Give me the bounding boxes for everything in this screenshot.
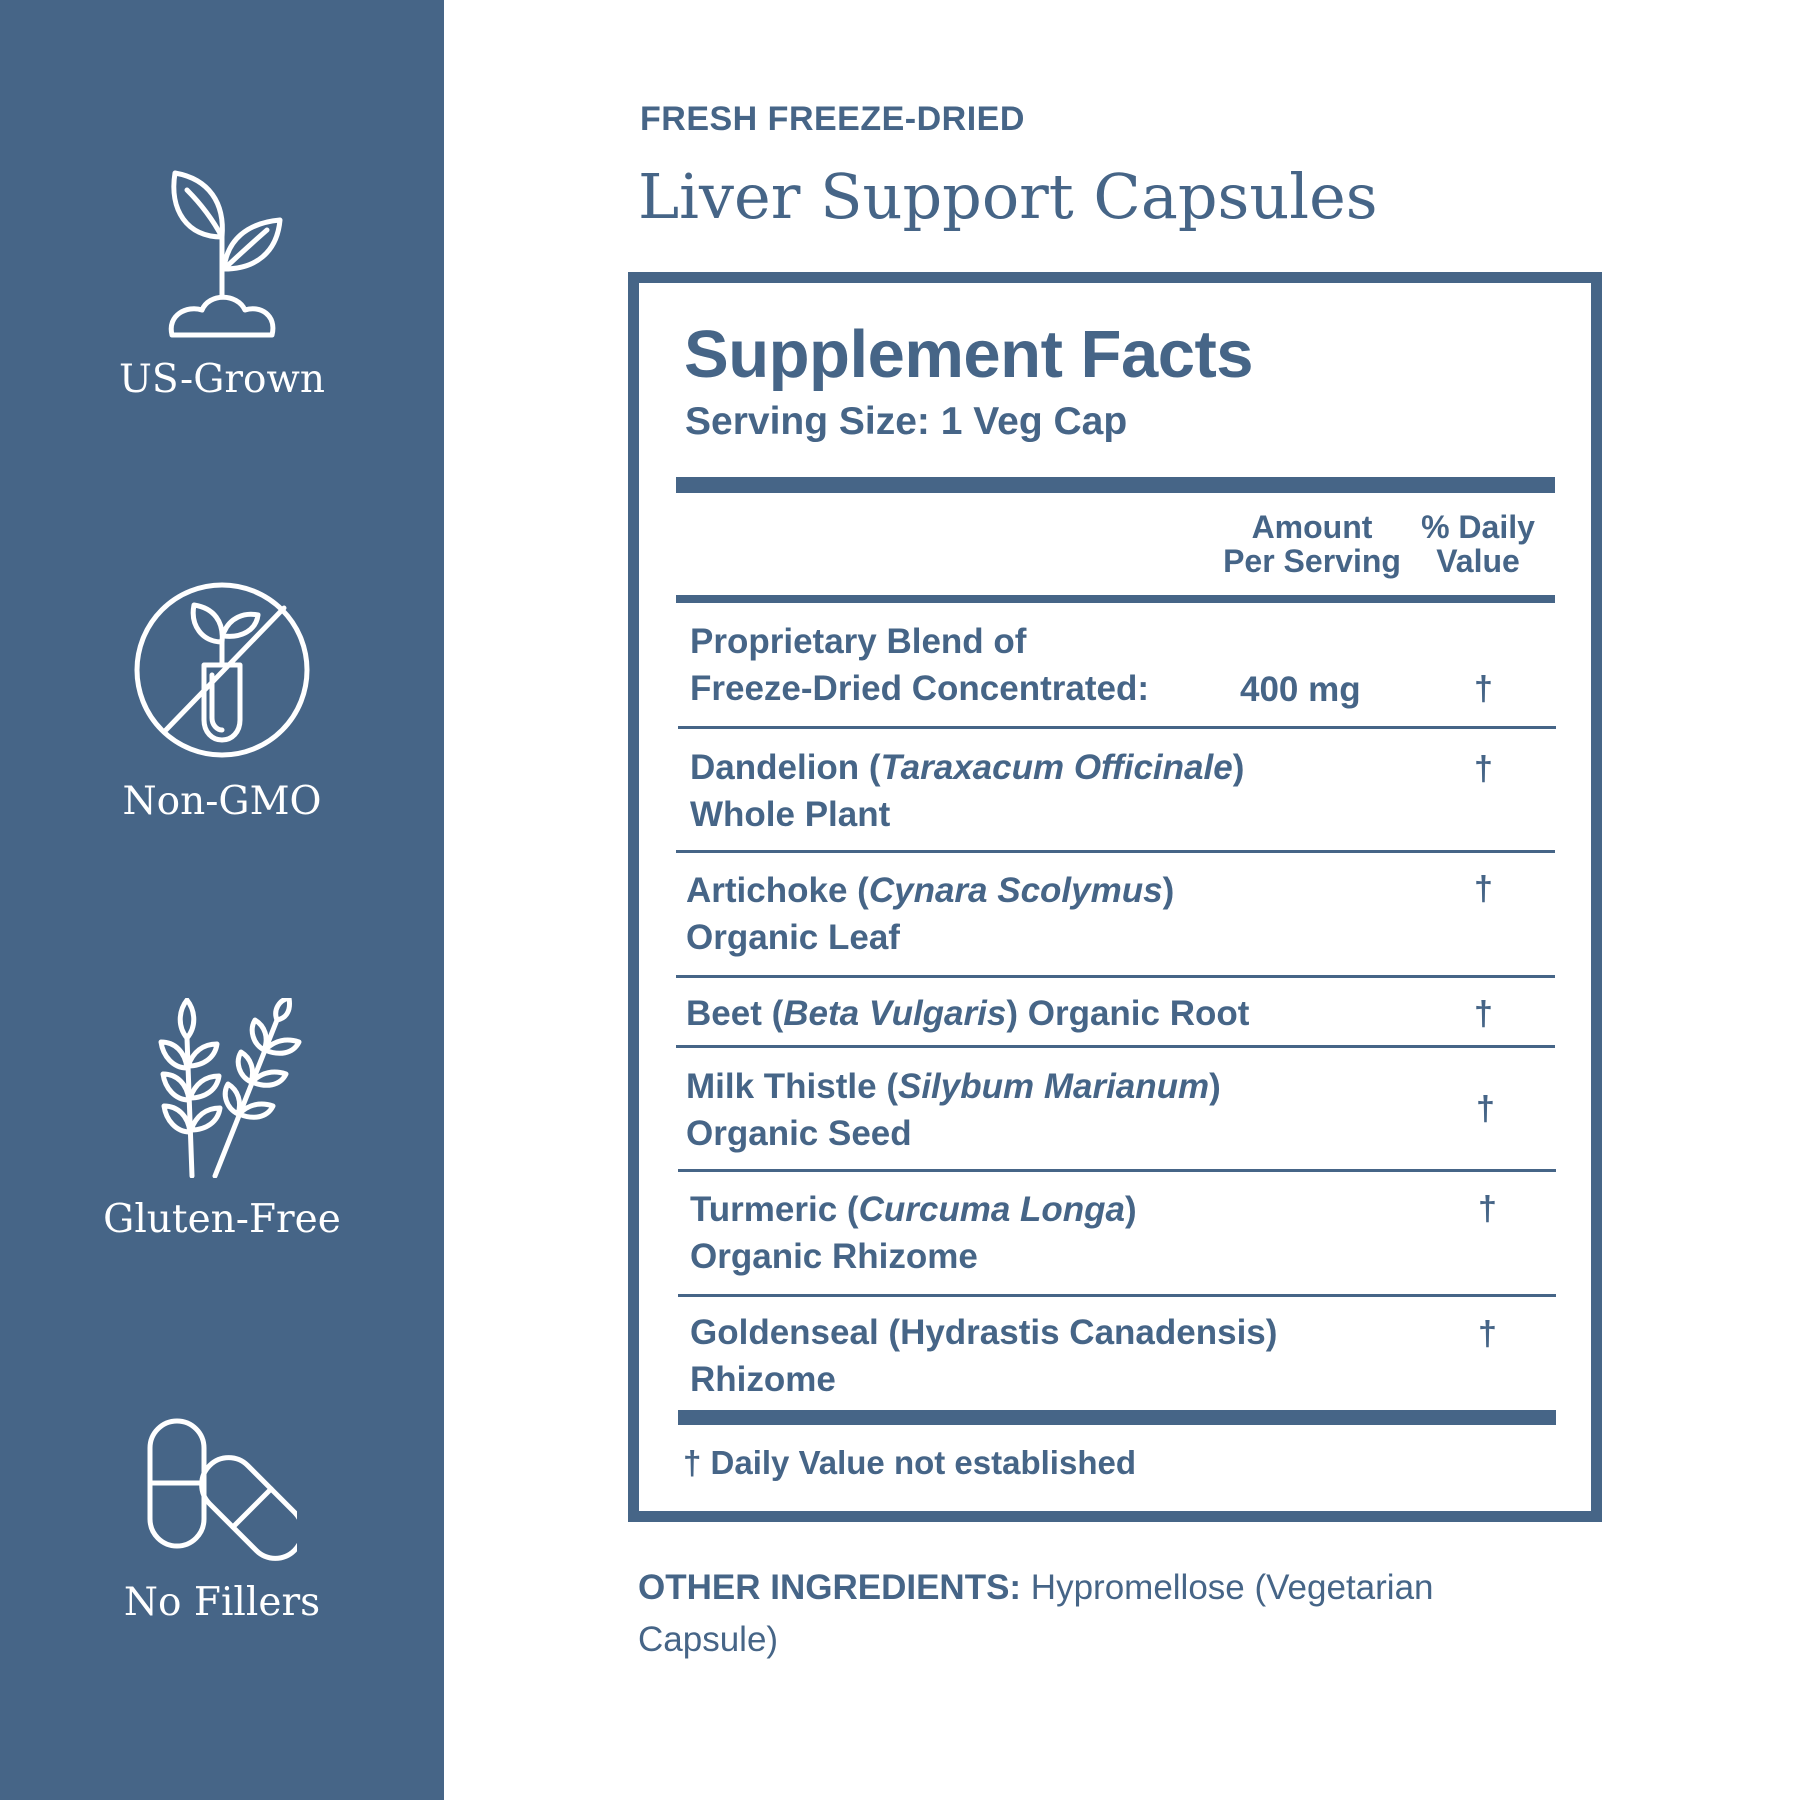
ingredient-part: Organic Seed [686,1114,912,1153]
row-divider [678,726,1556,729]
other-ingredients [638,1562,1538,1666]
ingredient-name: Turmeric [690,1190,838,1229]
ingredient-part: Organic Root [1027,994,1250,1033]
row-divider [676,1045,1555,1048]
serving-size: Serving Size: 1 Veg Cap [685,400,1128,443]
badge-gluten-free [0,998,444,1178]
ingredient-name: Beet [686,994,762,1033]
sidebar [0,0,444,1800]
ingredient-part: Whole Plant [690,795,891,834]
column-header-amount-line2: Per Serving [1223,543,1401,579]
ingredient-latin: Beta Vulgaris [783,994,1007,1033]
ingredient-row-beet: Beet (Beta Vulgaris) Organic Root [686,994,1250,1033]
badge-no-fillers [0,1418,444,1563]
ingredient-latin: Silybum Marianum [897,1067,1210,1106]
badge-non-gmo [0,580,444,760]
product-title: Liver Support Capsules [638,160,1378,233]
column-header-daily-value [1408,510,1548,578]
blend-daily-value: † [1474,670,1493,708]
no-gmo-icon [132,580,312,760]
ingredient-row-goldenseal: Goldenseal (Hydrastis Canadensis) Rhizome [690,1309,1277,1403]
row-divider [678,1169,1556,1172]
ingredient-daily-value: † [1476,1090,1495,1128]
sprout-icon [147,165,297,345]
column-header-amount [1212,510,1412,578]
badge-label-non-gmo: Non-GMO [122,779,322,824]
ingredient-part: Rhizome [690,1360,836,1399]
ingredient-daily-value: † [1474,870,1493,908]
footnote: † Daily Value not established [683,1444,1136,1481]
blend-label [690,618,1149,712]
blend-amount: 400 mg [1240,670,1361,709]
ingredient-name: Goldenseal [690,1313,879,1352]
ingredient-latin: Cynara Scolymus [868,871,1163,910]
badge-label-us-grown: US-Grown [119,357,325,402]
blend-line2: Freeze-Dried Concentrated: [690,669,1149,708]
badge-label-gluten-free: Gluten-Free [103,1197,341,1242]
product-eyebrow: FRESH FREEZE-DRIED [640,100,1025,138]
wheat-icon [137,998,307,1178]
ingredient-latin: Hydrastis Canadensis [900,1313,1266,1352]
ingredient-row-milk-thistle: Milk Thistle (Silybum Marianum) Organic Seed [686,1063,1221,1157]
ingredient-name: Artichoke [686,871,848,910]
ingredient-row-artichoke: Artichoke (Cynara Scolymus) Organic Leaf [686,867,1174,961]
column-header-dv-line2: Value [1436,543,1520,579]
ingredient-name: Dandelion [690,748,860,787]
ingredient-part: Organic Rhizome [690,1237,978,1276]
ingredient-daily-value: † [1478,1315,1497,1353]
row-divider [678,1294,1556,1297]
ingredient-name: Milk Thistle [686,1067,877,1106]
medium-divider [676,595,1555,603]
other-ingredients-text: Hypromellose (Vegetarian Capsule) [638,1568,1434,1659]
ingredient-latin: Curcuma Longa [858,1190,1125,1229]
other-ingredients-label: OTHER INGREDIENTS: [638,1568,1022,1607]
badge-label-no-fillers: No Fillers [123,1580,321,1625]
ingredient-latin: Taraxacum Officinale [880,748,1233,787]
ingredient-row-dandelion: Dandelion (Taraxacum Officinale) Whole Plant [690,744,1244,838]
blend-line1: Proprietary Blend of [690,622,1027,661]
thick-divider [676,477,1555,493]
ingredient-part: Organic Leaf [686,918,900,957]
capsules-icon [147,1418,297,1563]
column-header-dv-line1: % Daily [1421,509,1535,545]
ingredient-row-turmeric: Turmeric (Curcuma Longa) Organic Rhizome [690,1186,1137,1280]
ingredient-daily-value: † [1474,995,1493,1033]
column-header-amount-line1: Amount [1251,509,1373,545]
thick-divider-bottom [678,1410,1556,1425]
facts-title: Supplement Facts [684,317,1254,392]
ingredient-daily-value: † [1474,750,1493,788]
row-divider [676,975,1555,978]
ingredient-daily-value: † [1478,1190,1497,1228]
row-divider [676,850,1555,853]
badge-us-grown [0,165,444,345]
